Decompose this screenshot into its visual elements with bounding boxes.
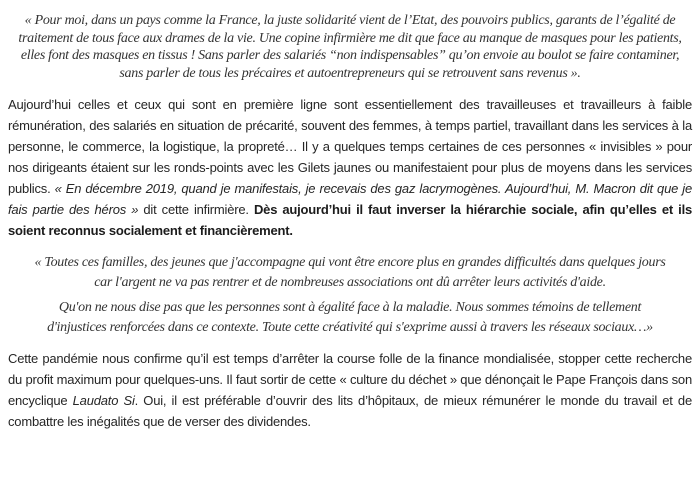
document-page	[0, 12, 700, 482]
paragraph-quote-equality: Qu'on ne nous dise pas que les personnes sont à égalité face à la maladie. Nous sommes témoins de tellement d'injustices renforcées dans ce contexte. Toute cette créativité qui s'exprime aussi à travers les réseaux sociaux…»	[47, 300, 653, 335]
text-run-regular: dit cette infirmière.	[138, 202, 254, 217]
text-run-italic-quote: « En décembre 2019, quand je manifestais, je recevais des gaz lacrymogènes. Aujourd’hui, M. Macron dit que je fais partie des héros »	[8, 181, 692, 217]
text-run-regular: Cette pandémie nous confirme qu’il est temps d’arrêter la course folle de la finance mondialisée, stopper cette recherche du profit maximum pour quelques-uns. Il faut sortir de cette « culture du déchet » que dénonçait le Pape François dans son encyclique	[8, 351, 692, 408]
text-run-regular: . Oui, il est préférable d’ouvrir des lits d’hôpitaux, de mieux rémunérer le monde du travail et de combattre les inégalités que de verser des dividendes.	[8, 393, 692, 429]
paragraph-conclusion	[8, 348, 692, 432]
text-run-bold: Dès aujourd’hui il faut inverser la hiérarchie sociale, afin qu’elles et ils soient reconnus socialement et financièrement.	[8, 202, 693, 238]
text-run-regular: Aujourd’hui celles et ceux qui sont en première ligne sont essentiellement des travailleuses et travailleurs à faible rémunération, des salariés en situation de précarité, souvent des femmes, à temps partiel, travaillant dans les services à la personne, le commerce, la logistique, la propreté… Il y a quelques temps certaines de ces personnes « invisibles » pour nos dirigeants étaient sur les ronds-points avec les Gilets jaunes ou manifestaient pour plus de moyens dans les services publics.	[8, 97, 692, 196]
paragraph-commentary	[8, 94, 692, 241]
text-run-italic-title: Laudato Si	[72, 393, 135, 408]
paragraph-quote-families: « Toutes ces familles, des jeunes que j'accompagne qui vont être encore plus en grandes difficultés dans quelques jours car l'argent ne va pas rentrer et de nombreuses associations ont dû arrêter leurs activités d'aide.	[34, 255, 666, 290]
paragraph-opening-quote: « Pour moi, dans un pays comme la France, la juste solidarité vient de l’Etat, des pouvoirs publics, garants de l’égalité de traitement de tous face aux drames de la vie. Une copine infirmière me dit que face au manque de masques pour les patients, elles font des masques en tissus ! Sans parler des salariés “non indispensables” qu’on envoie au boulot se faire contaminer, sans parler de tous les précaires et autoentrepreneurs qui se retrouvent sans revenus ».	[18, 13, 682, 81]
